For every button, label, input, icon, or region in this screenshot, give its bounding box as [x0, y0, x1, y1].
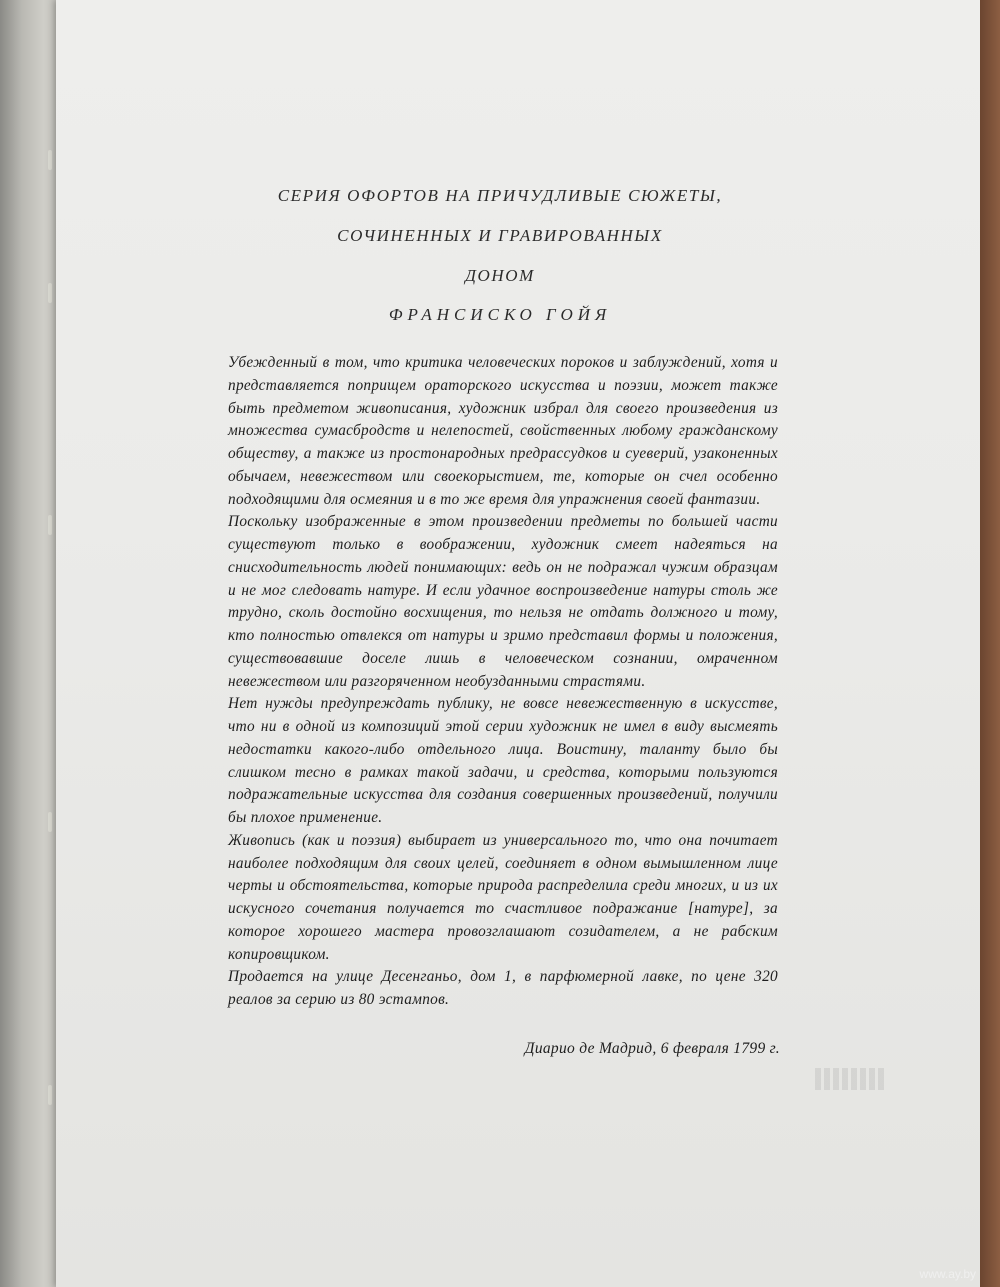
binding-stitch [48, 283, 52, 303]
body-text [228, 352, 778, 1012]
paragraph-3: Нет нужды предупреждать публику, не вовсе невежественную в искусстве, что ни в одной из композиций этой серии художник не имел в виду высмеять недостатки какого-либо отдельного лица. Воистину, таланту было бы слишком тесно в рамках такой задачи, и средства, которыми пользуются подражательные искусства для создания совершенных произведений, получили бы плохое применение. [228, 695, 778, 826]
binding-stitch [48, 150, 52, 170]
binding-stitch [48, 515, 52, 535]
title-line-3: ДОНОМ [465, 266, 535, 285]
paragraph-1: Убежденный в том, что критика человеческих пороков и заблуждений, хотя и представляется поприщем ораторского искусства и поэзии, может также быть предметом живописания, художник избрал для своего произведения из множества сумасбродств и нелепостей, свойственных любому гражданскому обществу, а также из простонародных предрассудков и суеверий, узаконенных обычаем, невежеством или своекорыстием, те, которые он счел особенно подходящими для осмеяния и в то же время для упражнения своей фантазии. [228, 354, 778, 508]
title-line-2: СОЧИНЕННЫХ И ГРАВИРОВАННЫХ [337, 226, 663, 245]
source-signature: Диарио де Мадрид, 6 февраля 1799 г. [524, 1040, 780, 1057]
author-name: ФРАНСИСКО ГОЙЯ [388, 305, 612, 324]
binding-stitch [48, 1085, 52, 1105]
paragraph-4: Живопись (как и поэзия) выбирает из универсального то, что она почитает наиболее подходящим для своих целей, соединяет в одном вымышленном лице черты и обстоятельства, которые природа распределила среди многих, и из их искусного сочетания получается то счастливое подражание [натуре], за которое хорошего мастера провозглашают созидателем, а не рабским копировщиком. [228, 831, 778, 963]
paragraph-5: Продается на улице Десенганьо, дом 1, в парфюмерной лавке, по цене 320 реалов за серию из 80 эстампов. [228, 968, 778, 1008]
site-watermark: www.ay.by [919, 1267, 976, 1281]
bleed-through-mark [815, 1068, 885, 1090]
paragraph-2: Поскольку изображенные в этом произведении предметы по большей части существуют только в воображении, художник смеет надеяться на снисходительность людей понимающих: ведь он не подражал чужим образцам и не мог следовать натуре. И если удачное воспроизведение натуры столь же трудно, сколь достойно восхищения, то нельзя не отдать должного и тому, кто полностью отвлекся от натуры и зримо представил формы и положения, существовавшие доселе лишь в человеческом сознании, омраченном невежеством или разгоряченном необузданными страстями. [228, 513, 778, 690]
title-line-1: СЕРИЯ ОФОРТОВ НА ПРИЧУДЛИВЫЕ СЮЖЕТЫ, [277, 186, 723, 205]
binding-stitch [48, 812, 52, 832]
